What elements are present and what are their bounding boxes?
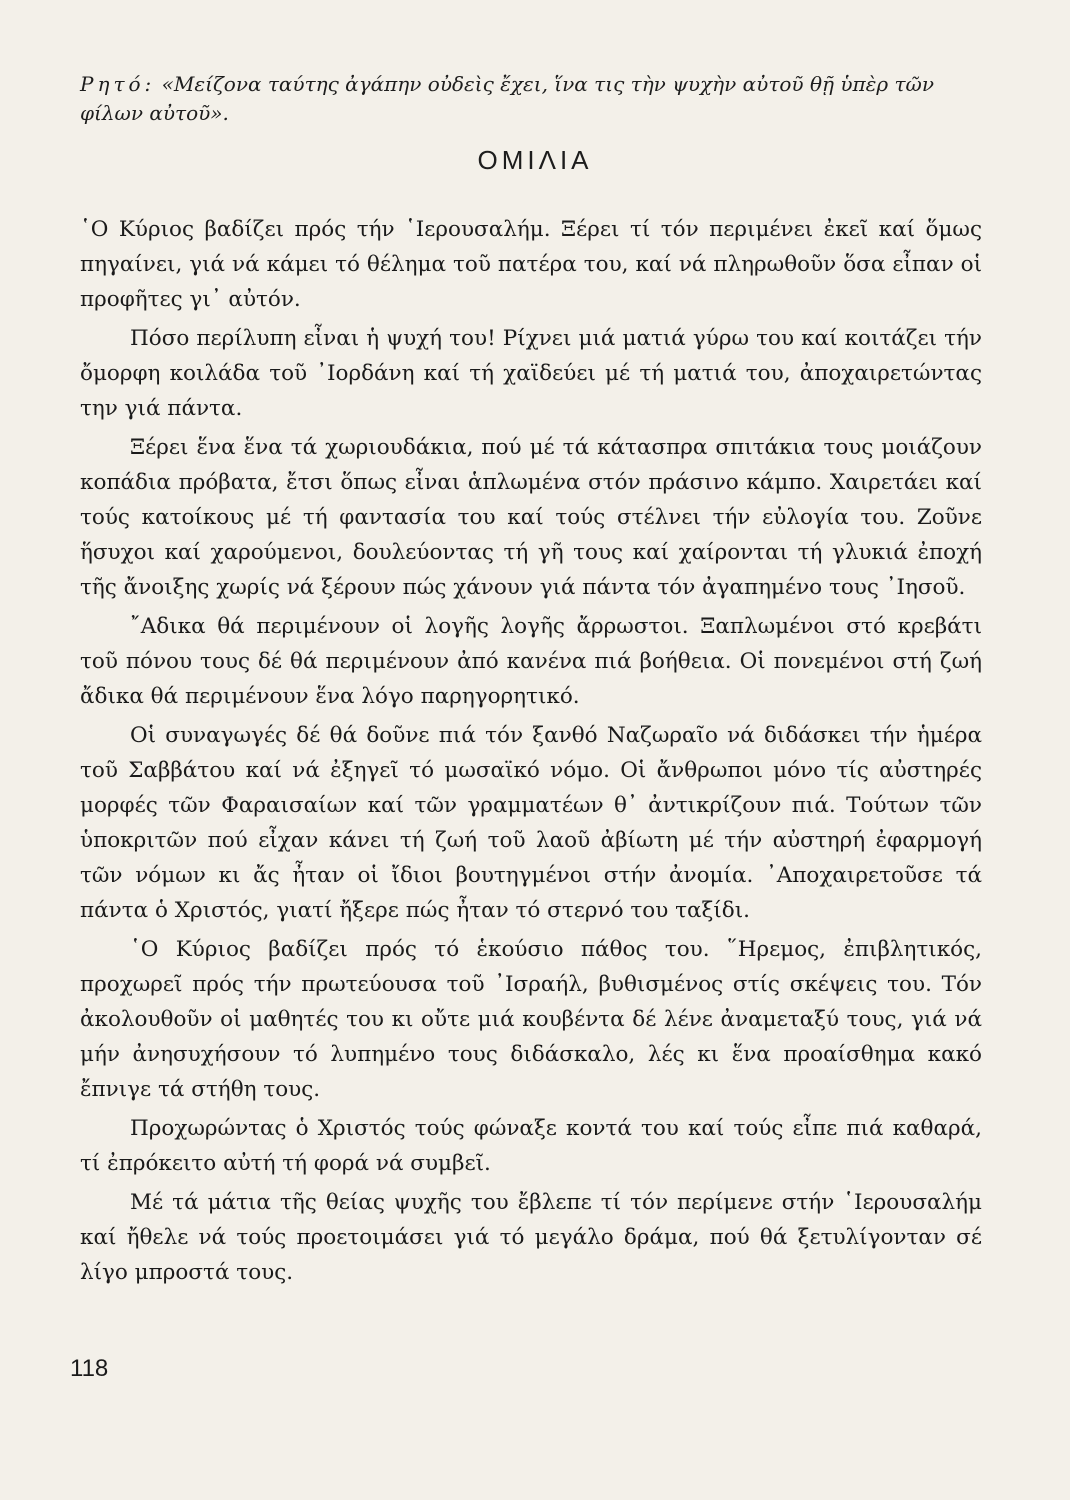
paragraph: ῾Ο Κύριος βαδίζει πρός τό ἑκούσιο πάθος του. ῞Ηρεμος, ἐπιβλητικός, προχωρεῖ πρός τήν πρωτεύουσα τοῦ ᾽Ισραήλ, βυθισμένος στίς σκέψεις του. Τόν ἀκολουθοῦν οἱ μαθητές του κι οὔτε μιά κουβέντα δέ λένε ἀναμεταξύ τους, γιά νά μήν ἀνησυχήσουν τό λυπημένο τους διδάσκαλο, λές κι ἕνα προαίσθημα κακό ἔπνιγε τά στήθη τους. — [80, 937, 982, 1102]
paragraph: ῾Ο Κύριος βαδίζει πρός τήν ῾Ιερουσαλήμ. Ξέρει τί τόν περιμένει ἐκεῖ καί ὅμως πηγαίνει, γιά νά κάμει τό θέλημα τοῦ πατέρα του, καί νά πληρωθοῦν ὅσα εἶπαν οἱ προφῆτες γι᾽ αὐτόν. — [80, 217, 982, 312]
paragraph: Μέ τά μάτια τῆς θείας ψυχῆς του ἔβλεπε τί τόν περίμενε στήν ῾Ιερουσαλήμ καί ἤθελε νά τούς προετοιμάσει γιά τό μεγάλο δράμα, πού θά ξετυλίγονταν σέ λίγο μπροστά τους. — [80, 1190, 982, 1285]
sermon-body — [80, 212, 982, 1294]
epigraph-label: Ρητό: — [80, 72, 156, 96]
paragraph: Ξέρει ἕνα ἕνα τά χωριουδάκια, πού μέ τά κάτασπρα σπιτάκια τους μοιάζουν κοπάδια πρόβατα, ἔτσι ὅπως εἶναι ἁπλωμένα στόν πράσινο κάμπο. Χαιρετάει καί τούς κατοίκους μέ τή φαντασία του καί τούς στέλνει τήν εὐλογία του. Ζοῦνε ἥσυχοι καί χαρούμενοι, δουλεύοντας τή γῆ τους καί χαίρονται τή γλυκιά ἐποχή τῆς ἄνοιξης χωρίς νά ξέρουν πώς χάνουν γιά πάντα τόν ἀγαπημένο τους ᾽Ιησοῦ. — [80, 435, 982, 600]
paragraph: Προχωρώντας ὁ Χριστός τούς φώναξε κοντά του καί τούς εἶπε πιά καθαρά, τί ἐπρόκειτο αὐτή τή φορά νά συμβεῖ. — [80, 1116, 982, 1176]
epigraph-text: «Μείζονα ταύτης ἀγάπην οὐδεὶς ἔχει, ἵνα τις τὴν ψυχὴν αὐτοῦ θῇ ὑπὲρ τῶν φίλων αὐτοῦ». — [80, 72, 934, 125]
paragraph: ῎Αδικα θά περιμένουν οἱ λογῆς λογῆς ἄρρωστοι. Ξαπλωμένοι στό κρεβάτι τοῦ πόνου τους δέ θά περιμένουν ἀπό κανένα πιά βοήθεια. Οἱ πονεμένοι στή ζωή ἄδικα θά περιμένουν ἕνα λόγο παρηγορητικό. — [80, 614, 982, 709]
paragraph: Πόσο περίλυπη εἶναι ἡ ψυχή του! Ρίχνει μιά ματιά γύρω του καί κοιτάζει τήν ὄμορφη κοιλάδα τοῦ ᾽Ιορδάνη καί τή χαϊδεύει μέ τή ματιά του, ἀποχαιρετώντας την γιά πάντα. — [80, 326, 982, 421]
page-title: ΟΜΙΛΙΑ — [477, 145, 593, 175]
paragraph: Οἱ συναγωγές δέ θά δοῦνε πιά τόν ξανθό Ναζωραῖο νά διδάσκει τήν ἡμέρα τοῦ Σαββάτου καί νά ἐξηγεῖ τό μωσαϊκό νόμο. Οἱ ἄνθρωποι μόνο τίς αὐστηρές μορφές τῶν Φαραισαίων καί τῶν γραμματέων θ᾽ ἀντικρίζουν πιά. Τούτων τῶν ὑποκριτῶν πού εἶχαν κάνει τή ζωή τοῦ λαοῦ ἀβίωτη μέ τήν αὐστηρή ἐφαρμογή τῶν νόμων κι ἄς ἦταν οἱ ἴδιοι βουτηγμένοι στήν ἀνομία. ᾽Αποχαιρετοῦσε τά πάντα ὁ Χριστός, γιατί ἤξερε πώς ἦταν τό στερνό του ταξίδι. — [80, 723, 982, 923]
page-number: 118 — [70, 1355, 109, 1382]
epigraph — [80, 70, 1000, 128]
